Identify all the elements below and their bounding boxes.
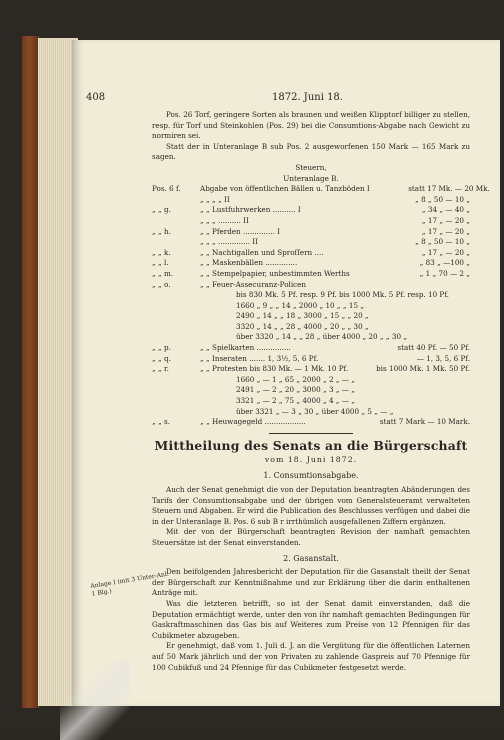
tariff-subheading: Unteranlage B. — [283, 173, 339, 183]
policen-scale — [152, 290, 470, 343]
section-heading-1: 1. Consumtionsabgabe. — [263, 471, 359, 481]
tariff-row: Pos. 6 f. Abgabe von öffentlichen Bällen u. Tanzböden I statt 17 Mk. — 20 Mk. — [152, 184, 490, 194]
tariff-row: „ „ r. „ „ Protesten bis 830 Mk. — 1 Mk. 10 Pf. bis 1000 Mk. 1 Mk. 50 Pf. — [152, 364, 470, 374]
tariff-row: „ „ q. „ „ Inseraten ....... 1, 3½, 5, 6 Pf. — 1, 3, 5, 6 Pf. — [152, 353, 470, 363]
section-divider — [269, 433, 353, 434]
policen-line: 1660 „ 9 „ „ 14 „ 2000 „ 10 „ „ 15 „ — [236, 300, 365, 310]
tariff-row: „ „ k. „ „ Nachtigallen und Sproſſern .... „ 17 „ — 20 „ — [152, 247, 470, 257]
section2-paragraph: Er genehmigt, daß vom 1. Juli d. J. an die Vergütung für die öffentlichen Laternen auf 50 Mark jährlich und der von Privaten zu zahlende Gaspreis auf 70 Pfennige für 100 Cubikfuß und 24 Pfennige für das Cubikmeter festgesetzt werde. — [152, 641, 470, 672]
tariff-heading: Steuern, — [295, 162, 327, 172]
tariff-row: „ „ „ „ II „ 8 „ 50 — 10 „ — [200, 194, 470, 204]
policen-line: 3320 „ 14 „ „ 28 „ 4000 „ 20 „ „ 30 „ — [236, 321, 369, 331]
tariff-row: „ „ „ .......... II „ 17 „ — 20 „ — [200, 215, 470, 225]
tariff-row: „ „ g. „ „ Lustfuhrwerken .......... I „ 34 „ — 40 „ — [152, 205, 470, 215]
protesten-line: 2491 „ — 2 „ 20 „ 3000 „ 3 „ — „ — [236, 385, 356, 395]
tariff-row: „ „ o. „ „ Feuer-Assecuranz-Policen — [152, 279, 307, 289]
margin-note: Anlage I (mit 3 Unter-Anl. 1 Blg.) — [90, 570, 170, 598]
section1-paragraph: Auch der Senat genehmigt die von der Deputation beantragten Abänderungen des Tarifs der Consumtionsabgabe und der übrigen vom Generalsteueramt verwalteten Steuern und Abgaben. Er wird die Publication des Beschlusses verfügen und dabei die in der Unteranlage B. Pos. 6 sub B r irrthümlich ausgefallenen Ziffern ergänzen. — [152, 485, 470, 526]
tariff-rows — [152, 184, 490, 290]
tariff-row: „ „ h. „ „ Pferden .............. I „ 17 „ — 20 „ — [152, 226, 470, 236]
document-title: Mittheilung des Senats an die Bürgerschaft — [154, 437, 468, 453]
section1-paragraph: Mit der von der Bürgerschaft beantragten Revision der namhaft gemachten Steuersätze ist der Senat einverstanden. — [152, 527, 470, 547]
policen-line: 2490 „ 14 „ „ 18 „ 3000 „ 15 „ „ 20 „ — [236, 311, 369, 321]
protesten-line: 3321 „ — 2 „ 75 „ 4000 „ 4 „ — „ — [236, 396, 356, 406]
protesten-scale — [152, 375, 470, 417]
running-title: 1872. Juni 18. — [272, 92, 343, 103]
intro-paragraph-2: Statt der in Unteranlage B sub Pos. 2 ausgeworfenen 150 Mark — 165 Mark zu sagen. — [152, 141, 470, 162]
tariff-rows-2 — [152, 343, 470, 375]
tariff-row: „ „ l. „ „ Maskenbällen .............. „ 83 „ —100 „ — [152, 258, 470, 268]
policen-line: bis 830 Mk. 5 Pf. resp. 9 Pf. bis 1000 Mk. 5 Pf. resp. 10 Pf. — [236, 290, 449, 300]
tariff-row-heuwagegeld: „ „ s. „ „ Heuwagegeld .................. statt 7 Mark — 10 Mark. — [152, 417, 470, 427]
page-number: 408 — [86, 92, 106, 103]
protesten-line: 1660 „ — 1 „ 65 „ 2000 „ 2 „ — „ — [236, 374, 356, 384]
section2-paragraph: Den beifolgenden Jahresbericht der Deputation für die Gasanstalt theilt der Senat der Bürgerschaft zur Kenntnißnahme und zur Erklärung über die darin enthaltenen Anträge mit. — [152, 567, 470, 598]
page-body — [152, 110, 490, 673]
intro-paragraph-1: Pos. 26 Torf, geringere Sorten als braunen und weißen Klipptorf billiger zu stellen, resp. für Torf und Steinkohlen (Pos. 29) bei die Consumtions-Abgabe nach Gewicht zu normiren sei. — [152, 110, 470, 141]
glare — [60, 660, 130, 740]
protesten-line: über 3321 „ — 3 „ 30 „ über 4000 „ 5 „ — „ — [236, 406, 394, 416]
tariff-row: „ „ „ .............. II „ 8 „ 50 — 10 „ — [200, 237, 470, 247]
section-heading-2: 2. Gasanstalt. — [283, 553, 339, 563]
tariff-row: „ „ p. „ „ Spielkarten ............... statt 40 Pf. — 50 Pf. — [152, 343, 470, 353]
policen-line: über 3320 „ 14 „ „ 28 „ über 4000 „ 20 „ „ 30 „ — [236, 332, 408, 342]
tariff-row: „ „ m. „ „ Stempelpapier, unbestimmten Werths „ 1 „ 70 — 2 „ — [152, 268, 470, 278]
document-date: vom 18. Juni 1872. — [264, 454, 358, 464]
section2-paragraph: Was die letzteren betrifft, so ist der Senat damit einverstanden, daß die Deputation ermächtigt werde, unter den von ihr namhaft gemachten Bedingungen für Gaskraftmaschinen das Gas bis auf Weiteres zum Preise von 12 Pfennigen für das Cubikmeter abzugeben. — [152, 598, 470, 640]
